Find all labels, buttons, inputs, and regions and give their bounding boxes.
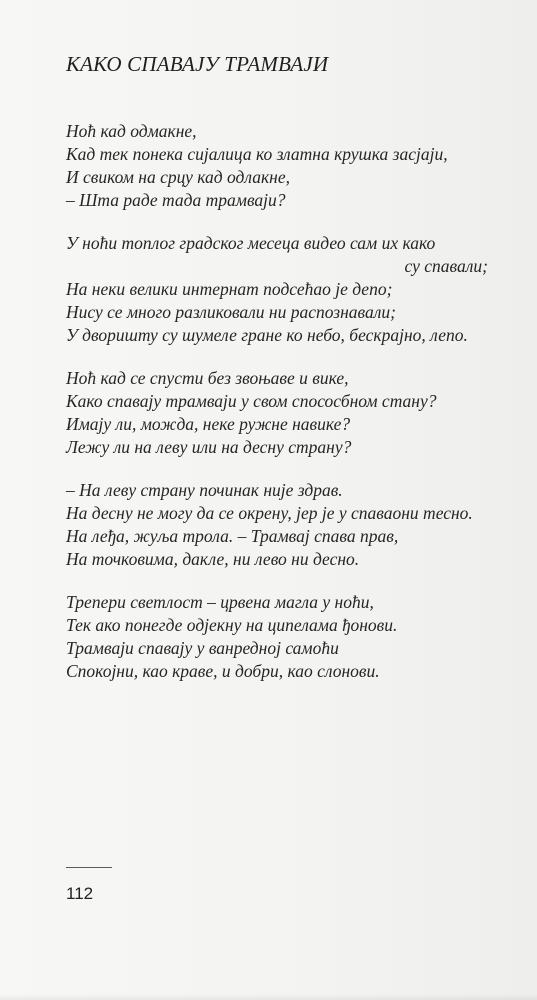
- poem-line: Трепери светлост – црвена магла у ноћи,: [66, 592, 374, 612]
- poem-line: Како спавају трамваји у свом спососбном стану?: [66, 391, 437, 411]
- stanza-gap: [66, 459, 496, 479]
- poem-line: И свиком на срцу кад одлакне,: [66, 167, 290, 187]
- stanza-gap: [66, 212, 496, 232]
- stanza-gap: [66, 347, 496, 367]
- poem-line: Ноћ кад се спусти без звоњаве и вике,: [66, 368, 349, 388]
- poem-line: Имају ли, можда, неке ружне навике?: [66, 414, 351, 434]
- poem-line: На точковима, дакле, ни лево ни десно.: [66, 549, 360, 569]
- poem-line: На неки велики интернат подсећао је депо;: [66, 279, 393, 299]
- poem-line: Кад тек понека сијалица ко златна крушка засјаји,: [66, 144, 448, 164]
- page-edge-shadow: [0, 994, 537, 1000]
- stanza-gap: [66, 571, 496, 591]
- poem-line: Лежу ли на леву или на десну страну?: [66, 437, 352, 457]
- poem-line: Трамваји спавају у ванредној самоћи: [66, 638, 339, 658]
- poem-title: КАКО СПАВАЈУ ТРАМВАЈИ: [66, 52, 329, 76]
- poem-line: Нису се много разликовали ни распознавали;: [66, 302, 396, 322]
- poem-line: Ноћ кад одмакне,: [66, 121, 197, 141]
- poem-line: Тек ако понегде одјекну на ципелама ђонови.: [66, 615, 398, 635]
- poem-line: У дворишту су шумеле гране ко небо, бескрајно, лепо.: [66, 325, 468, 345]
- poem-line: На леђа, жуља трола. – Трамвај спава прав,: [66, 526, 399, 546]
- poem-line: Спокојни, као краве, и добри, као слонови.: [66, 661, 380, 681]
- poem-line: – Шта раде тада трамваји?: [66, 190, 286, 210]
- poem-line: – На леву страну починак није здрав.: [66, 480, 343, 500]
- footer-rule: [66, 867, 112, 868]
- poem-line: На десну не могу да се окрену, јер је у спаваони тесно.: [66, 503, 473, 523]
- page-number: 112: [66, 884, 94, 903]
- poem-line-continuation: су спавали;: [404, 256, 488, 276]
- poem-body: [66, 120, 496, 683]
- poem-line: У ноћи топлог градског месеца видео сам их како: [66, 233, 436, 253]
